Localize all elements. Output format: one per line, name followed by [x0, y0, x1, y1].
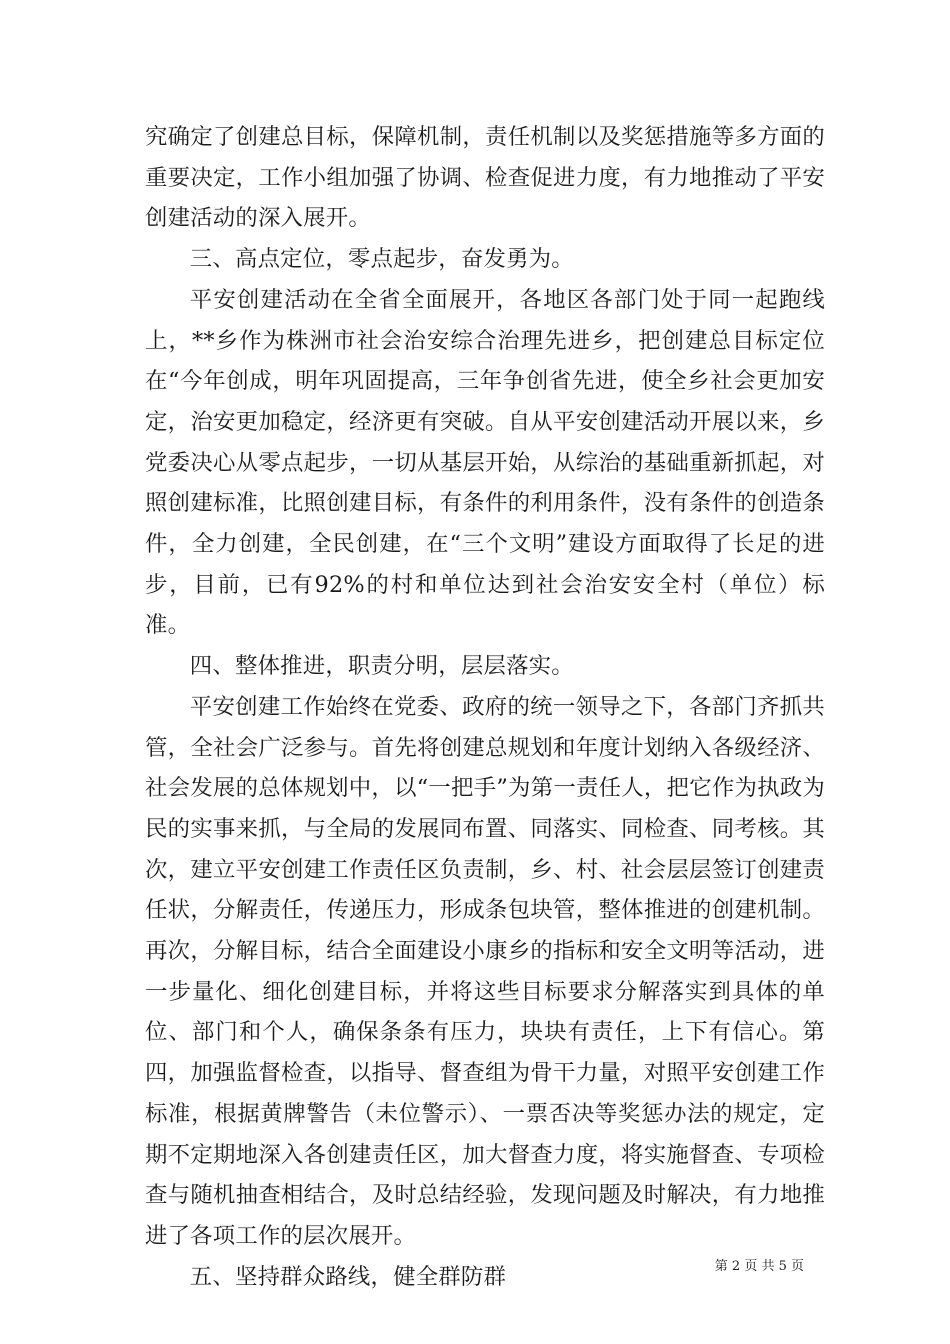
- paragraph-3: 平安创建工作始终在党委、政府的统一领导之下，各部门齐抓共管，全社会广泛参与。首先将创建总规划和年度计划纳入各级经济、社会发展的总体规划中，以“一把手”为第一责任人，把它作为执政为民的实事来抓，与全局的发展同布置、同落实、同检查、同考核。其次，建立平安创建工作责任区负责制，乡、村、社会层层签订创建责任状，分解责任，传递压力，形成条包块管，整体推进的创建机制。再次，分解目标，结合全面建设小康乡的指标和安全文明等活动，进一步量化、细化创建目标，并将这些目标要求分解落实到具体的单位、部门和个人，确保条条有压力，块块有责任，上下有信心。第四，加强监督检查，以指导、督查组为骨干力量，对照平安创建工作标准，根据黄牌警告（未位警示）、一票否决等奖惩办法的规定，定期不定期地深入各创建责任区，加大督查力度，将实施督查、专项检查与随机抽查相结合，及时总结经验，发现问题及时解决，有力地推进了各项工作的层次展开。: [145, 693, 825, 1249]
- paragraph-2: 平安创建活动在全省全面展开，各地区各部门处于同一起跑线上，**乡作为株洲市社会治安综合治理先进乡，把创建总目标定位在“今年创成，明年巩固提高，三年争创省先进，使全乡社会更加安定，治安更加稳定，经济更有突破。自从平安创建活动开展以来，乡党委决心从零点起步，一切从基层开始，从综治的基础重新抓起，对照创建标准，比照创建目标，有条件的利用条件，没有条件的创造条件，全力创建，全民创建，在“三个文明”建设方面取得了长足的进步，目前，已有92%的村和单位达到社会治安安全村（单位）标准。: [145, 286, 825, 639]
- document-body: [145, 117, 825, 1297]
- section-heading-5: 五、坚持群众路线，健全群防群: [189, 1263, 507, 1290]
- paragraph-1: 究确定了创建总目标，保障机制，责任机制以及奖惩措施等多方面的重要决定，工作小组加强了协调、检查促进力度，有力地推动了平安创建活动的深入展开。: [145, 124, 825, 232]
- page-number: 第 2 页 共 5 页: [714, 1259, 804, 1274]
- section-heading-3: 三、高点定位，零点起步，奋发勇为。: [189, 246, 574, 273]
- section-heading-4: 四、整体推进，职责分明，层层落实。: [189, 653, 574, 680]
